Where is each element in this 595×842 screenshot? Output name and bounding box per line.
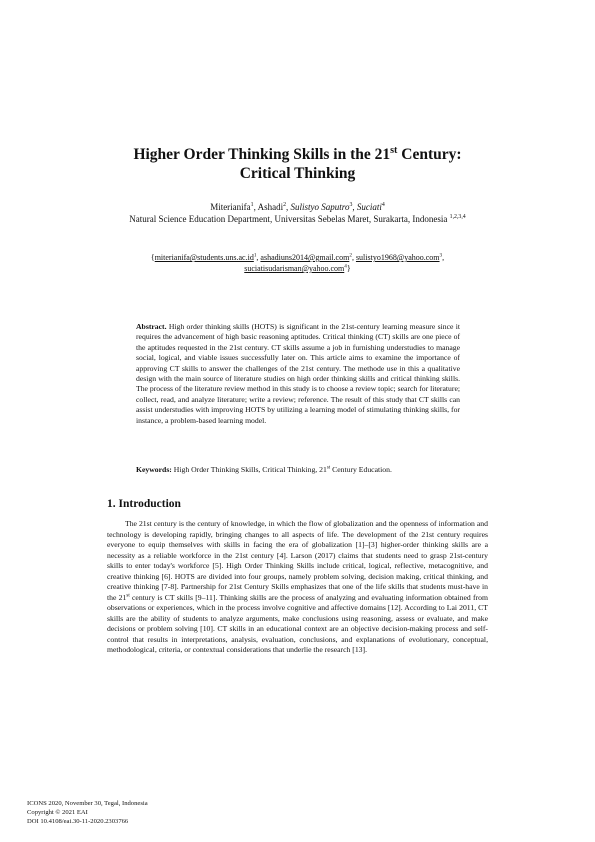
title-line1-end: Century:: [397, 146, 462, 163]
email-1-sup: 1: [253, 252, 257, 259]
footer-doi: DOI 10.4108/eai.30-11-2020.2303766: [27, 818, 129, 825]
title-sup: st: [390, 144, 398, 156]
section-heading-introduction: 1. Introduction: [107, 498, 181, 510]
page-footer: [27, 799, 148, 826]
footer-conference: ICONS 2020, November 30, Tegal, Indonesia: [27, 800, 148, 807]
title-line2: Critical Thinking: [239, 165, 356, 182]
email-link-3[interactable]: sulistyo1968@yahoo.com: [355, 253, 440, 262]
keywords-text-b: Century Education.: [330, 465, 392, 474]
email-link-2[interactable]: ashadiuns2014@gmail.com: [260, 253, 350, 262]
author-3: Sulistyo Saputro: [290, 202, 350, 212]
author-3-sup: 3: [349, 202, 353, 208]
abstract: [136, 322, 460, 426]
author-2-sup: 2: [283, 202, 287, 208]
introduction-paragraph: [107, 519, 488, 656]
email-2-sup: 2: [349, 252, 352, 259]
affiliation: Natural Science Education Department, Universitas Sebelas Maret, Surakarta, Indonesia: [129, 213, 450, 224]
author-4: Suciati: [356, 202, 382, 212]
paper-title: [80, 145, 515, 183]
author-separator: ,: [286, 202, 291, 212]
email-brace-close: }: [346, 264, 351, 273]
keywords-label: Keywords:: [136, 465, 172, 474]
keywords-text-a: High Order Thinking Skills, Critical Thinking, 21: [171, 465, 327, 474]
email-4-sup: 4: [344, 263, 347, 270]
author-2: Ashadi: [257, 202, 284, 212]
abstract-label: Abstract.: [136, 322, 167, 331]
email-link-4[interactable]: suciatisudarisman@yahoo.com: [244, 264, 345, 273]
email-separator: ,: [256, 253, 261, 262]
author-1-sup: 1: [250, 202, 254, 208]
author-4-sup: 4: [381, 202, 385, 208]
email-block: [110, 252, 485, 274]
abstract-text: High order thinking skills (HOTS) is significant in the 21st-century learning measure since it requires the advancement of high basic reasoning aptitudes. Critical thinking (CT) skills are one piece of the aptitudes requested in the 21st century. CT skills assume a job in furnishing understudies to manage social, logical, and viable issues successfully later on. This article aims to examine the importance of approving CT skills to answer the challenges of the 21st century. The methode use in this a qualitative design with the main source of literature studies on high order thinking skills and critical thinking skills. The process of the literature review method in this study is to choose a review topic; search for literature; collect, read, and analyze literature; write a review; reference. The result of this study that CT skills can assist understudies with improving HOTS by utilizing a learning model of stimulating thinking skills, for instance, a problem-based learning model.: [136, 322, 460, 425]
author-separator: ,: [253, 202, 258, 212]
intro-text-1: The 21st century is the century of knowledge, in which the flow of globalization and the openness of information and technology is developing rapidly, bringing changes to all aspects of life. The development of the 21st century requires everyone to equip themselves with skills in facing the era of globalization [1]–[3] higher-order thinking skills are a necessity as a reliable workforce in the 21st century [4]. Larson (2017) claims that students need to grasp 21st-century skills to enter today's workforce [5]. High Order Thinking Skills include critical, logical, reflective, metacognitive, and creative thinking [6]. HOTS are divided into four groups, namely problem solving, decision making, critical thinking, and creative thinking [7-8]. Partnership for 21st Century Skills emphasizes that one of the life skills that students must-have in the 21: [107, 519, 488, 602]
intro-sup: st: [126, 592, 130, 598]
author-1: Miterianifa: [210, 202, 251, 212]
email-3-sup: 3: [439, 252, 443, 259]
title-line1: Higher Order Thinking Skills in the 21: [133, 146, 391, 163]
keywords: [136, 465, 460, 475]
email-brace-open: {: [150, 253, 155, 262]
email-separator: ,: [351, 253, 356, 262]
affiliation-sup: 1,2,3,4: [449, 213, 466, 220]
email-link-1[interactable]: miterianifa@students.uns.ac.id: [154, 253, 254, 262]
footer-copyright: Copyright © 2021 EAI: [27, 809, 88, 816]
author-separator: ,: [352, 202, 357, 212]
email-separator: ,: [442, 253, 445, 262]
keywords-sup: st: [326, 465, 331, 471]
intro-text-2: century is CT skills [9–11]. Thinking skills are the process of analyzing and evaluating information obtained from observations or experiences, which in the process involve cognitive and affective domains [12]. According to Lai 2011, CT skills are the ability of students to analyze arguments, make conclusions using reasoning, assess or evaluate, and make decisions or problem solving [10]. CT skills in an educational context are an objective decision-making process and self-control that results in interpretations, analysis, evaluation, conclusions, and explanations of evolutionary, conceptual, methodological, criteria, or contextual considerations that underlie the research [13].: [107, 592, 488, 654]
author-block: [60, 202, 535, 225]
